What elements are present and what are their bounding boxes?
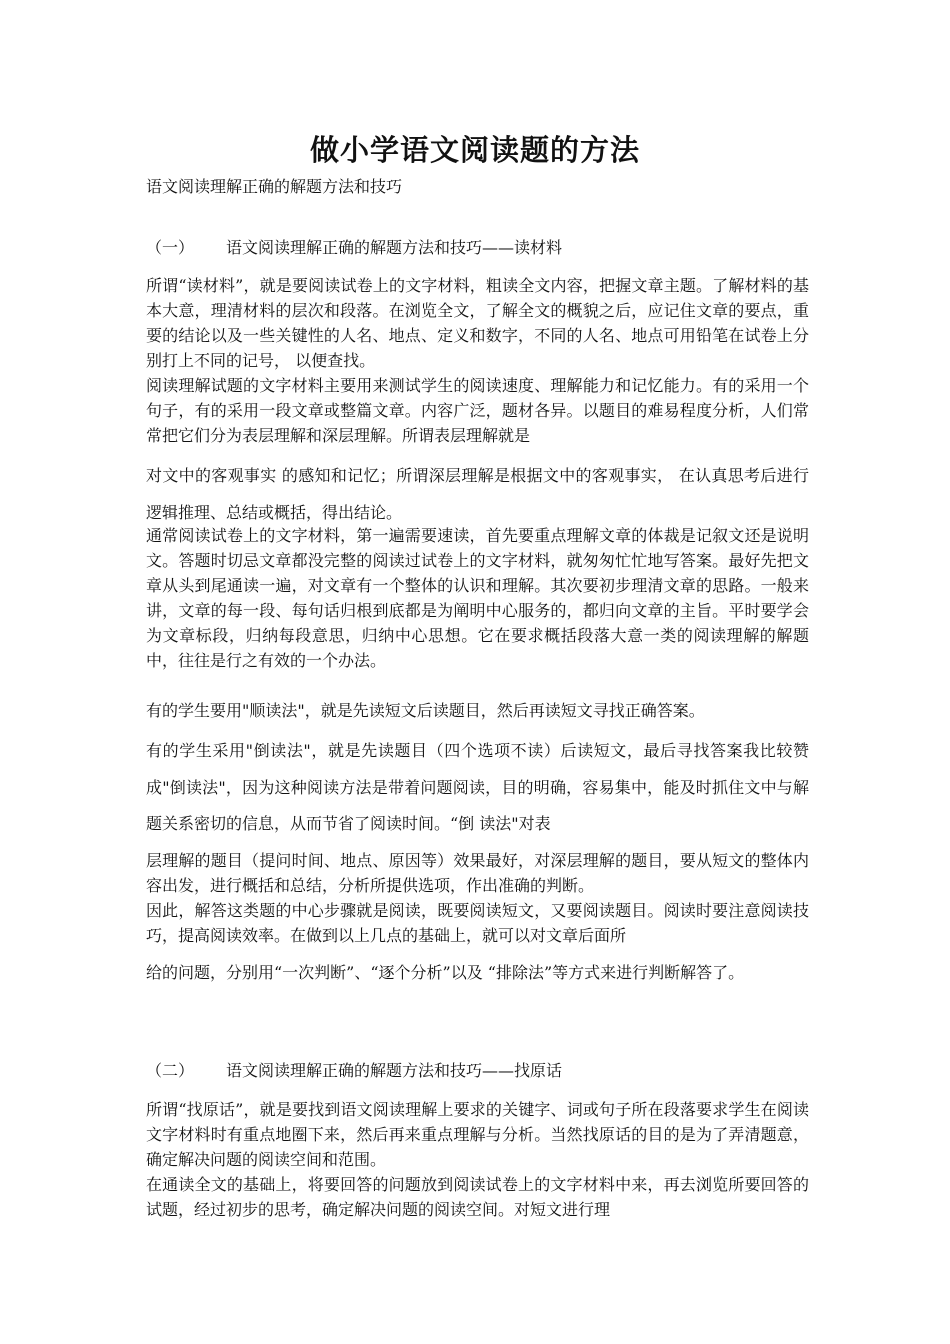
document-subtitle: 语文阅读理解正确的解题方法和技巧 <box>146 177 403 196</box>
paragraph: 有的学生采用"倒读法"，就是先读题目（四个选项不读）后读短文，最后寻找答案我比较赞成"倒读法"，因为这种阅读方法是带着问题阅读，目的明确，容易集中，能及时抓住文中与解题关系密切的信息，从而节省了阅读时间。“倒 读法"对表 <box>146 741 809 833</box>
paragraph: 阅读理解试题的文字材料主要用来测试学生的阅读速度、理解能力和记忆能力。有的采用一个句子，有的采用一段文章或整篇文章。内容广泛，题材各异。以题目的难易程度分析，人们常常把它们分为表层理解和深层理解。所谓表层理解就是 <box>146 376 809 445</box>
section-title-2: 语文阅读理解正确的解题方法和技巧——找原话 <box>226 1061 563 1080</box>
paragraph: 通常阅读试卷上的文字材料，第一遍需要速读，首先要重点理解文章的体裁是记叙文还是说明文。答题时切忌文章都没完整的阅读过试卷上的文字材料，就匆匆忙忙地写答案。最好先把文章从头到尾通读一遍，对文章有一个整体的认识和理解。其次要初步理清文章的思路。一般来讲，文章的每一段、每句话归根到底都是为阐明中心服务的，都归向文章的主旨。平时要学会为文章标段，归纳每段意思，归纳中心思想。它在要求概括段落大意一类的阅读理解的解题中，往往是行之有效的一个办法。 <box>146 526 809 670</box>
section-number-2: （二） <box>146 1061 195 1080</box>
section-heading-2 <box>146 1059 826 1083</box>
page-title: 做小学语文阅读题的方法 <box>309 133 640 167</box>
section-heading-1 <box>146 236 826 260</box>
paragraph: 给的问题，分别用“一次判断”、“逐个分析”以及 “排除法”等方式来进行判断解答了。 <box>146 963 745 982</box>
paragraph: 有的学生要用"顺读法"，就是先读短文后读题目，然后再读短文寻找正确答案。 <box>146 701 705 720</box>
paragraph: 对文中的客观事实 的感知和记忆；所谓深层理解是根据文中的客观事实， 在认真思考后进行逻辑推理、总结或概括，得出结论。 <box>146 466 809 522</box>
paragraph: 层理解的题目（提问时间、地点、原因等）效果最好，对深层理解的题目，要从短文的整体内容出发，进行概括和总结，分析所提供选项，作出准确的判断。 <box>146 851 809 895</box>
section-number-1: （一） <box>146 238 195 257</box>
paragraph: 所谓“读材料”，就是要阅读试卷上的文字材料，粗读全文内容，把握文章主题。了解材料的基本大意，理清材料的层次和段落。在浏览全文，了解全文的概貌之后，应记住文章的要点，重要的结论以及一些关键性的人名、地点、定义和数字，不同的人名、地点可用铅笔在试卷上分别打上不同的记号， 以便查找。 <box>146 276 809 370</box>
paragraph: 因此，解答这类题的中心步骤就是阅读，既要阅读短文，又要阅读题目。阅读时要注意阅读技巧，提高阅读效率。在做到以上几点的基础上，就可以对文章后面所 <box>146 901 809 945</box>
paragraph: 所谓“找原话”，就是要找到语文阅读理解上要求的关键字、词或句子所在段落要求学生在阅读文字材料时有重点地圈下来，然后再来重点理解与分析。当然找原话的目的是为了弄清题意，确定解决问题的阅读空间和范围。 <box>146 1100 809 1169</box>
section-title-1: 语文阅读理解正确的解题方法和技巧——读材料 <box>226 238 563 257</box>
paragraph: 在通读全文的基础上，将要回答的问题放到阅读试卷上的文字材料中来，再去浏览所要回答的试题，经过初步的思考，确定解决问题的阅读空间。对短文进行理 <box>146 1175 809 1219</box>
